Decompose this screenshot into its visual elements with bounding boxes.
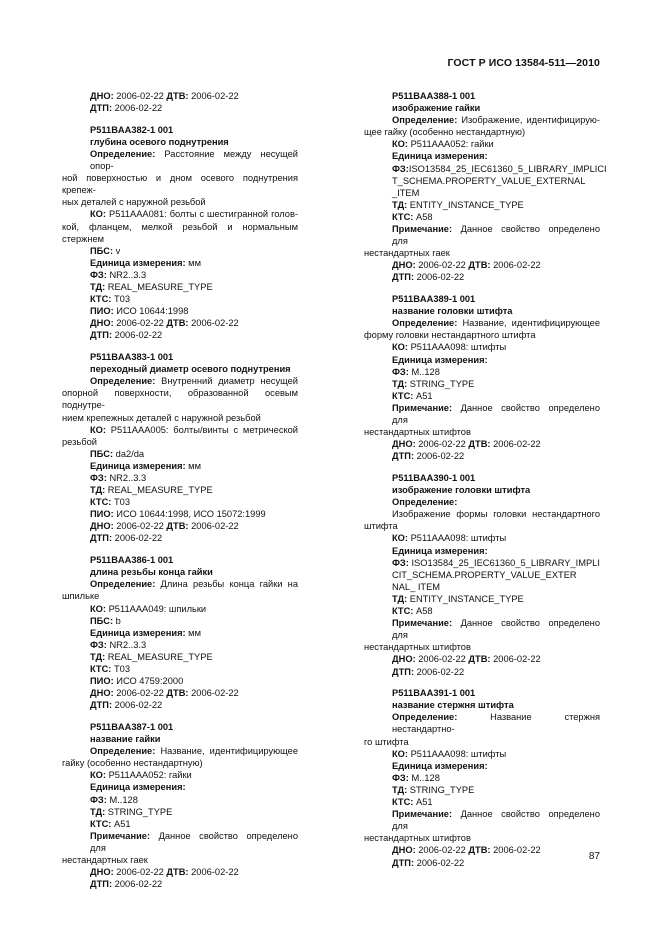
entry-name: изображение гайки bbox=[392, 103, 481, 114]
ko-line: КО: P511AAA081: болты с шестигранной голов- bbox=[90, 209, 298, 220]
pbs-line: ПБС: b bbox=[90, 615, 121, 626]
definition-line: щее гайку (особенно нестандартную) bbox=[364, 127, 526, 138]
unit-line: Единица измерения: bbox=[392, 354, 488, 365]
entry-name: глубина осевого поднутрения bbox=[90, 136, 229, 147]
pbs-line: ПБС: da2/da bbox=[90, 448, 145, 459]
fz-line: CIT_SCHEMA.PROPERTY_VALUE_EXTER bbox=[392, 569, 577, 580]
unit-line: Единица измерения: bbox=[392, 760, 488, 771]
unit-line: Единица измерения: bbox=[90, 782, 186, 793]
td-line: ТД: REAL_MEASURE_TYPE bbox=[90, 651, 213, 662]
ko-line: КО: P511AAA049: шпильки bbox=[90, 603, 207, 614]
definition-line: Определение: Расстояние между несущей опор- bbox=[90, 148, 298, 172]
dates-line: ДНО: 2006-02-22 ДТВ: 2006-02-22 bbox=[392, 654, 541, 665]
kts-line: КТС: A58 bbox=[392, 606, 433, 617]
td-line: ТД: STRING_TYPE bbox=[392, 784, 475, 795]
definition-line: шпильке bbox=[62, 591, 100, 602]
fz-line: ФЗ: NR2..3.3 bbox=[90, 269, 147, 280]
entry-name: изображение головки штифта bbox=[392, 485, 531, 496]
fz-line: ФЗ: NR2..3.3 bbox=[90, 473, 147, 483]
ko-line: КО: P511AAA052: гайки bbox=[392, 139, 494, 150]
right-column bbox=[364, 90, 607, 878]
definition-line: Определение: Внутренний диаметр несущей bbox=[90, 376, 298, 387]
entry-code: P511BAA382-1 001 bbox=[90, 124, 174, 135]
definition-line: форму головки нестандартного штифта bbox=[364, 330, 536, 341]
note-line: Примечание: Данное свойство определено для bbox=[90, 830, 298, 853]
fz-line: ФЗ: NR2..3.3 bbox=[90, 639, 147, 650]
entry-code: P511BAA383-1 001 bbox=[90, 352, 174, 363]
ko-line: КО: P511AAA098: штифты bbox=[392, 748, 507, 759]
note-line: Примечание: Данное свойство определено для bbox=[392, 224, 600, 247]
entry-391 bbox=[364, 687, 600, 868]
entry-386 bbox=[62, 554, 298, 711]
pio-line: ПИО: ИСО 4759:2000 bbox=[90, 676, 184, 687]
entry-388 bbox=[364, 90, 607, 284]
dates-line: ДНО: 2006-02-22 ДТВ: 2006-02-22 bbox=[392, 439, 541, 450]
dates-line: ДНО: 2006-02-22 ДТВ: 2006-02-22 bbox=[90, 91, 239, 101]
running-header: ГОСТ Р ИСО 13584-511—2010 bbox=[447, 57, 600, 69]
entry-382 bbox=[62, 124, 298, 342]
dtp-line: ДТП: 2006-02-22 bbox=[392, 451, 465, 462]
definition-line: ной поверхностью и дном осевого поднутрения крепеж- bbox=[62, 173, 298, 196]
note-line: Примечание: Данное свойство определено для bbox=[392, 402, 600, 426]
fz-line: ФЗ: M..128 bbox=[90, 794, 138, 805]
fz-line: NAL_ ITEM bbox=[392, 581, 441, 592]
page-number: 87 bbox=[588, 850, 600, 862]
definition-line: Определение: Название стержня нестандартно- bbox=[392, 712, 600, 735]
td-line: ТД: REAL_MEASURE_TYPE bbox=[90, 282, 213, 292]
kts-line: КТС: A51 bbox=[392, 390, 433, 401]
note-line: нестандартных штифтов bbox=[364, 642, 471, 653]
unit-line: Единица измерения: мм bbox=[90, 257, 201, 268]
entry-383 bbox=[62, 351, 298, 545]
fz-line: ФЗ: M..128 bbox=[392, 772, 440, 783]
pio-line: ПИО: ИСО 10644:1998 bbox=[90, 306, 189, 317]
definition-line: штифта bbox=[364, 521, 398, 532]
ko-line: КО: P511AAA052: гайки bbox=[90, 770, 192, 781]
entry-name: название головки штифта bbox=[392, 306, 513, 317]
dates-line: ДНО: 2006-02-22 ДТВ: 2006-02-22 bbox=[90, 521, 239, 532]
note-line: Примечание: Данное свойство определено для bbox=[392, 618, 600, 641]
dtp-line: ДТП: 2006-02-22 bbox=[90, 700, 163, 711]
entry-code: P511BAA391-1 001 bbox=[392, 688, 476, 699]
note-line: нестандартных штифтов bbox=[364, 427, 471, 438]
entry-code: P511BAA389-1 001 bbox=[392, 294, 476, 305]
dtp-line: ДТП: 2006-02-22 bbox=[392, 272, 465, 283]
ko-line: кой, фланцем, мелкой резьбой и нормальным стержнем bbox=[62, 221, 298, 244]
entry-390 bbox=[364, 472, 600, 678]
definition-line: Определение: Название, идентифицирующее bbox=[90, 746, 298, 757]
entry-387 bbox=[62, 721, 298, 890]
dtp-line: ДТП: 2006-02-22 bbox=[90, 879, 163, 890]
definition-line: Изображение формы головки нестандартного bbox=[392, 509, 600, 520]
unit-line: Единица измерения: мм bbox=[90, 460, 201, 471]
definition-line: Определение: Длина резьбы конца гайки на bbox=[90, 579, 298, 590]
entry-389 bbox=[364, 293, 600, 462]
entry-code: P511BAA388-1 001 bbox=[392, 91, 476, 101]
pio-line: ПИО: ИСО 10644:1998, ИСО 15072:1999 bbox=[90, 509, 266, 520]
ko-line: КО: P511AAA005: болты/винты с метрической bbox=[90, 424, 298, 435]
fz-line: ФЗ: ISO13584_25_IEC61360_5_LIBRARY_IMPLI bbox=[392, 557, 600, 568]
entry-name: переходный диаметр осевого поднутрения bbox=[90, 364, 291, 375]
dates-line: ДНО: 2006-02-22 ДТВ: 2006-02-22 bbox=[392, 260, 541, 271]
kts-line: КТС: T03 bbox=[90, 497, 131, 508]
entry-code: P511BAA390-1 001 bbox=[392, 473, 476, 483]
unit-line: Единица измерения: мм bbox=[90, 627, 201, 638]
note-line: нестандартных гаек bbox=[364, 248, 450, 259]
entry-name: длина резьбы конца гайки bbox=[90, 567, 213, 578]
unit-line: Единица измерения: bbox=[392, 151, 488, 162]
kts-line: КТС: T03 bbox=[90, 664, 131, 674]
entry-name: название стержня штифта bbox=[392, 700, 514, 711]
td-line: ТД: REAL_MEASURE_TYPE bbox=[90, 485, 213, 496]
dtp-line: ДТП: 2006-02-22 bbox=[90, 330, 163, 341]
dtp-line: ДТП: 2006-02-22 bbox=[90, 533, 163, 544]
td-line: ТД: ENTITY_INSTANCE_TYPE bbox=[392, 593, 524, 604]
dtp-line: ДТП: 2006-02-22 bbox=[392, 857, 465, 868]
td-line: ТД: ENTITY_INSTANCE_TYPE bbox=[392, 199, 524, 210]
fz-line: ФЗ:ISO13584_25_IEC61360_5_LIBRARY_IMPLICI bbox=[392, 163, 607, 174]
dates-line: ДНО: 2006-02-22 ДТВ: 2006-02-22 bbox=[90, 867, 239, 878]
fz-line: _ITEM bbox=[392, 187, 420, 198]
kts-line: КТС: T03 bbox=[90, 294, 131, 305]
kts-line: КТС: A51 bbox=[90, 818, 131, 829]
pbs-line: ПБС: v bbox=[90, 245, 121, 256]
fz-line: T_SCHEMA.PROPERTY_VALUE_EXTERNAL bbox=[392, 175, 586, 186]
left-column bbox=[62, 90, 298, 900]
dates-line: ДНО: 2006-02-22 ДТВ: 2006-02-22 bbox=[90, 688, 239, 699]
entry-continuation bbox=[62, 90, 298, 114]
unit-line: Единица измерения: bbox=[392, 545, 488, 556]
ko-line: резьбой bbox=[62, 436, 97, 447]
definition-label: Определение: bbox=[392, 497, 458, 508]
definition-line: го штифта bbox=[364, 736, 409, 747]
kts-line: КТС: A58 bbox=[392, 211, 433, 222]
fz-line: ФЗ: M..128 bbox=[392, 366, 440, 377]
dtp-line: ДТП: 2006-02-22 bbox=[90, 103, 163, 114]
definition-line: нием крепежных деталей с наружной резьбой bbox=[62, 412, 261, 423]
dates-line: ДНО: 2006-02-22 ДТВ: 2006-02-22 bbox=[90, 318, 239, 329]
dates-line: ДНО: 2006-02-22 ДТВ: 2006-02-22 bbox=[392, 845, 541, 856]
definition-line: ных деталей с наружной резьбой bbox=[62, 197, 206, 208]
ko-line: КО: P511AAA098: штифты bbox=[392, 342, 507, 353]
kts-line: КТС: A51 bbox=[392, 797, 433, 808]
note-line: нестандартных гаек bbox=[62, 855, 148, 865]
entry-code: P511BAA387-1 001 bbox=[90, 721, 174, 732]
td-line: ТД: STRING_TYPE bbox=[90, 806, 173, 817]
note-line: Примечание: Данное свойство определено для bbox=[392, 809, 600, 832]
definition-line: гайку (особенно нестандартную) bbox=[62, 758, 203, 769]
td-line: ТД: STRING_TYPE bbox=[392, 378, 475, 389]
note-line: нестандартных штифтов bbox=[364, 833, 471, 844]
dtp-line: ДТП: 2006-02-22 bbox=[392, 666, 465, 677]
definition-line: Определение: Изображение, идентифицирую- bbox=[392, 115, 600, 126]
definition-line: опорной поверхности, образованной осевым поднутре- bbox=[62, 388, 298, 411]
entry-name: название гайки bbox=[90, 734, 161, 745]
definition-line: Определение: Название, идентифицирующее bbox=[392, 318, 600, 329]
ko-line: КО: P511AAA098: штифты bbox=[392, 533, 507, 544]
entry-code: P511BAA386-1 001 bbox=[90, 555, 174, 566]
